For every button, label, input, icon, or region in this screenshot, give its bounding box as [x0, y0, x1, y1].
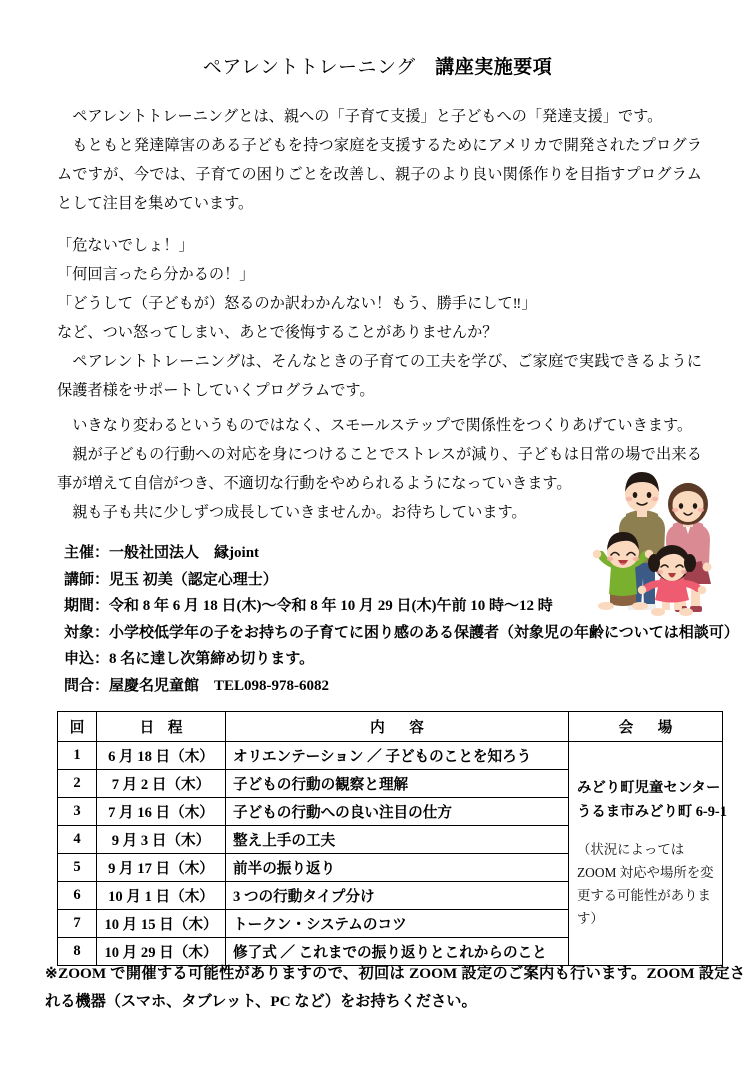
cell-date: 10 月 29 日（木）	[97, 938, 226, 966]
detail-row-instructor: 講師：児玉 初美（認定心理士）	[64, 571, 278, 588]
detail-label: 申込	[64, 651, 95, 667]
venue-note: （状況によっては ZOOM 対応や場所を変更する可能性があります）	[577, 841, 714, 926]
cell-session-no: 8	[58, 938, 97, 966]
cell-content: 子どもの行動の観察と理解	[226, 770, 569, 798]
venue-address: うるま市みどり町 6-9-1	[577, 803, 727, 820]
header-session-no: 回	[58, 712, 97, 742]
cell-date: 7 月 16 日（木）	[97, 798, 226, 826]
page-title-light: ペアレントトレーニング	[202, 57, 416, 78]
table-header-row	[58, 712, 723, 742]
detail-value: 児玉 初美（認定心理士）	[109, 571, 278, 588]
detail-value: 一般社団法人 縁joint	[109, 545, 260, 561]
detail-value: 8 名に達し次第締め切ります。	[109, 651, 315, 667]
cell-date: 7 月 2 日（木）	[97, 770, 226, 798]
schedule-table	[57, 711, 727, 966]
cell-session-no: 2	[58, 770, 97, 798]
zoom-footnote: ※ZOOM で開催する可能性がありますので、初回は ZOOM 設定のご案内も行います。ZOOM 設定される機器（スマホ、タブレット、PC など）をお持ちください。	[45, 965, 745, 1010]
header-venue: 会 場	[569, 712, 723, 742]
detail-label: 期間	[64, 598, 95, 614]
page-title-bold: 講座実施要項	[435, 57, 553, 78]
cell-session-no: 3	[58, 798, 97, 826]
detail-row-organizer: 主催：一般社団法人 縁joint	[64, 545, 260, 561]
cell-date: 9 月 3 日（木）	[97, 826, 226, 854]
quote-line-2: 「何回言ったら分かるの！」	[57, 266, 255, 283]
cell-content: オリエンテーション ／ 子どものことを知ろう	[226, 742, 569, 770]
intro-paragraph-block	[57, 102, 702, 218]
quote-line-5: ペアレントトレーニングは、そんなときの子育ての工夫を学び、ご家庭で実践できるように保護者様をサポートしていくプログラムです。	[57, 353, 702, 399]
header-content: 内 容	[226, 712, 569, 742]
quote-line-4: など、つい怒ってしまい、あとで後悔することがありませんか？	[57, 324, 498, 341]
detail-row-period: 期間：令和 8 年 6 月 18 日(木)〜令和 8 年 10 月 29 日(木)午前 10 時〜12 時	[64, 598, 553, 614]
detail-label: 対象	[64, 624, 95, 641]
table-row	[58, 742, 723, 770]
venue-spacer	[577, 824, 714, 838]
cell-content: 3 つの行動タイプ分け	[226, 882, 569, 910]
cell-date: 10 月 1 日（木）	[97, 882, 226, 910]
quote-line-3: 「どうして（子どもが）怒るのか訳わかんない！もう、勝手にして‼」	[57, 295, 537, 312]
detail-row-application: 申込：8 名に達し次第締め切ります。	[64, 651, 315, 667]
detail-value: 屋慶名児童館 TEL098-978-6082	[109, 677, 330, 694]
cell-session-no: 7	[58, 910, 97, 938]
cell-content: 前半の振り返り	[226, 854, 569, 882]
benefits-line-3: 親も子も共に少しずつ成長していきませんか。お待ちしています。	[72, 504, 527, 521]
cell-content: トークン・システムのコツ	[226, 910, 569, 938]
header-date: 日 程	[97, 712, 226, 742]
benefits-line-2: 親が子どもの行動への対応を身につけることでストレスが減り、子どもは日常の場で出来る事が増えて自信がつき、不適切な行動をやめられるようになっていきます。	[57, 446, 702, 492]
cell-venue	[569, 742, 727, 966]
cell-session-no: 1	[58, 742, 97, 770]
detail-row-contact: 問合：屋慶名児童館 TEL098-978-6082	[64, 677, 330, 694]
cell-content: 修了式 ／ これまでの振り返りとこれからのこと	[226, 938, 569, 966]
intro-line-1: ペアレントトレーニングとは、親への「子育て支援」と子どもへの「発達支援」です。	[72, 108, 663, 125]
cell-date: 10 月 15 日（木）	[97, 910, 226, 938]
detail-row-target: 対象：小学校低学年の子をお持ちの子育てに困り感のある保護者（対象児の年齢については相談可）	[64, 624, 739, 641]
detail-label: 問合	[64, 677, 95, 694]
quote-line-1: 「危ないでしょ！」	[57, 237, 194, 254]
benefits-line-1: いきなり変わるというものではなく、スモールステップで関係性をつくりあげていきます。	[72, 417, 693, 434]
detail-label: 講師	[64, 571, 95, 588]
cell-date: 6 月 18 日（木）	[97, 742, 226, 770]
cell-session-no: 6	[58, 882, 97, 910]
cell-session-no: 4	[58, 826, 97, 854]
cell-content: 子どもの行動への良い注目の仕方	[226, 798, 569, 826]
page-title	[0, 52, 755, 79]
quotes-paragraph-block	[57, 231, 702, 405]
course-details-list	[64, 540, 739, 699]
detail-value: 令和 8 年 6 月 18 日(木)〜令和 8 年 10 月 29 日(木)午前 10 時〜12 時	[109, 598, 553, 614]
cell-content: 整え上手の工夫	[226, 826, 569, 854]
detail-value: 小学校低学年の子をお持ちの子育てに困り感のある保護者（対象児の年齢については相談可）	[109, 624, 739, 641]
cell-session-no: 5	[58, 854, 97, 882]
cell-date: 9 月 17 日（木）	[97, 854, 226, 882]
venue-name: みどり町児童センター	[577, 779, 721, 796]
detail-label: 主催	[64, 545, 95, 561]
intro-line-2: もともと発達障害のある子どもを持つ家庭を支援するためにアメリカで開発されたプログラムですが、今では、子育ての困りごとを改善し、親子のより良い関係作りを目指すプログラムとして注目を集めています。	[57, 137, 702, 212]
